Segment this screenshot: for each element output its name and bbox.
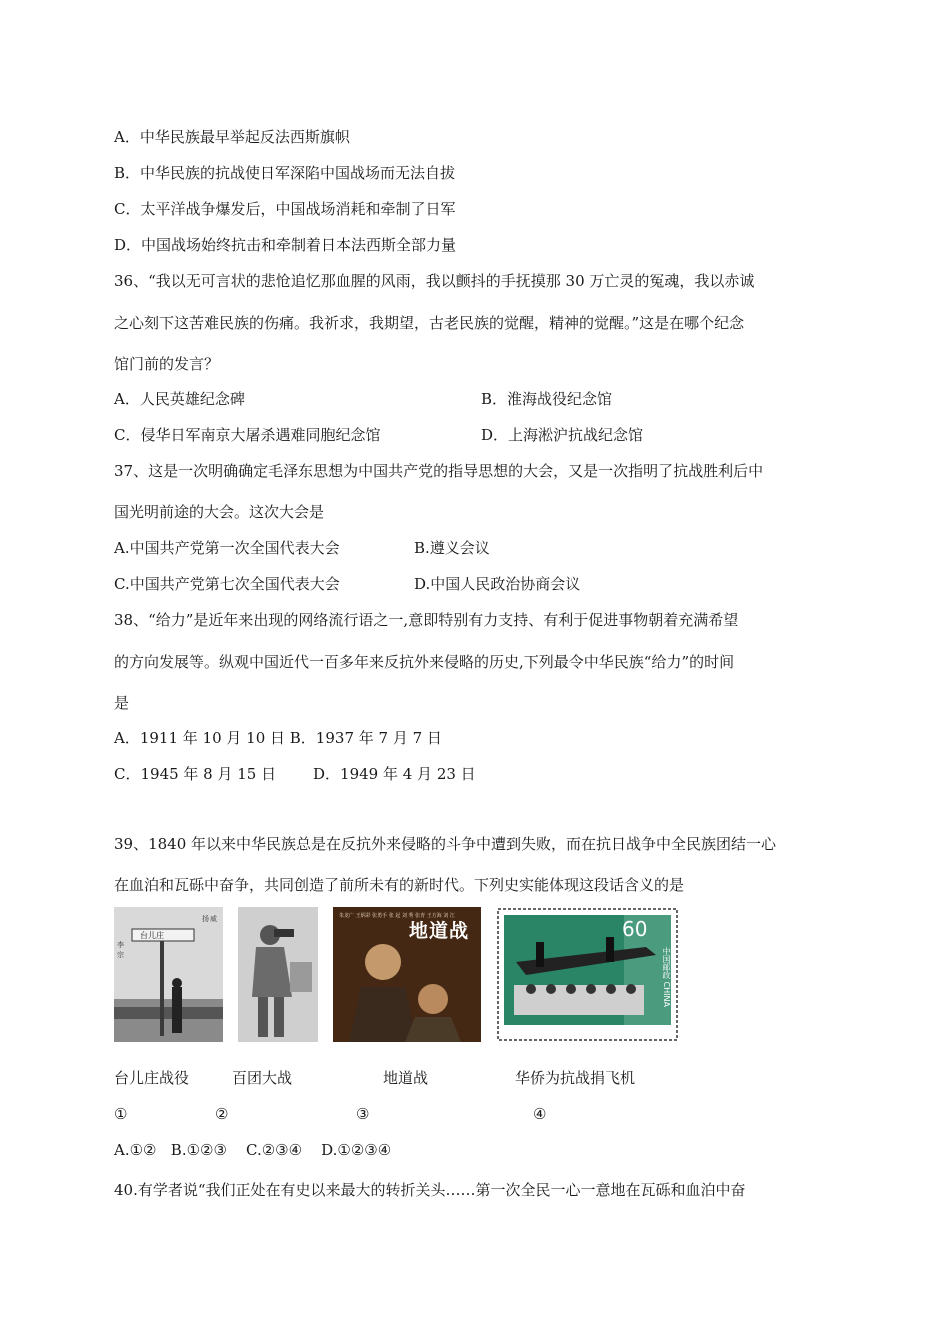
q36-option-d: D．上海淞沪抗战纪念馆	[481, 426, 644, 444]
q36-stem-line3: 馆门前的发言？	[114, 355, 220, 373]
svg-text:朱龙广 王炳彩 张勇手 张 起 刘 秀 张青 王方海 刘 江: 朱龙广 王炳彩 张勇手 张 起 刘 秀 张青 王方海 刘 江	[339, 913, 455, 919]
svg-text:威: 威	[210, 915, 217, 923]
q35-option-b: B．中华民族的抗战使日军深陷中国战场而无法自拔	[114, 164, 456, 182]
marker-3: ③	[356, 1105, 370, 1123]
q36-option-b: B．淮海战役纪念馆	[481, 390, 613, 408]
hundred-regiments-photo	[238, 907, 318, 1042]
q38-stem-line1: 38、“给力”是近年来出现的网络流行语之一,意即特别有力支持、有利于促进事物朝着充满希望	[114, 611, 739, 629]
q38-option-ab: A．1911 年 10 月 10 日 B．1937 年 7 月 7 日	[114, 729, 442, 747]
svg-text:宗: 宗	[117, 951, 124, 959]
tunnel-war-poster	[333, 907, 481, 1042]
caption-taierzhuang: 台儿庄战役	[114, 1069, 190, 1087]
q39-stem-line2: 在血泊和瓦砾中奋争，共同创造了前所未有的新时代。下列史实能体现这段话含义的是	[114, 876, 685, 894]
q39-stem-line1: 39、1840 年以来中华民族总是在反抗外来侵略的斗争中遭到失败，而在抗日战争中全民族团结一心	[114, 835, 777, 853]
q36-option-c: C．侵华日军南京大屠杀遇难同胞纪念馆	[114, 426, 381, 444]
marker-2: ②	[215, 1105, 229, 1123]
q37-option-c: C.中国共产党第七次全国代表大会	[114, 575, 340, 593]
stamp-value: 60	[622, 917, 648, 941]
q35-option-a: A．中华民族最早举起反法西斯旗帜	[114, 128, 350, 146]
taierzhuang-battle-photo	[114, 907, 223, 1042]
q36-option-a: A．人民英雄纪念碑	[114, 390, 245, 408]
stamp-country: 中国邮政 CHINA	[662, 947, 671, 1007]
q37-option-a: A.中国共产党第一次全国代表大会	[114, 539, 340, 557]
caption-overseas-chinese: 华侨为抗战捐飞机	[515, 1069, 636, 1087]
caption-hundred-regiments: 百团大战	[232, 1069, 293, 1087]
q35-option-d: D．中国战场始终抗击和牵制着日本法西斯全部力量	[114, 236, 457, 254]
q37-stem-line2: 国光明前途的大会。这次大会是	[114, 503, 325, 521]
photo1-sign-text: 台儿庄	[140, 931, 164, 940]
q37-option-d: D.中国人民政治协商会议	[414, 575, 581, 593]
tunnel-war-title: 地道战	[409, 920, 470, 942]
overseas-chinese-plane-stamp	[496, 907, 679, 1042]
q40-stem-line1: 40.有学者说“我们正处在有史以来最大的转折关头……第一次全民一心一意地在瓦砾和血泊中奋	[114, 1181, 746, 1199]
q36-stem-line2: 之心刻下这苦难民族的伤痛。我祈求，我期望，古老民族的觉醒，精神的觉醒。”这是在哪个纪念	[114, 314, 745, 332]
caption-tunnel-war: 地道战	[383, 1069, 429, 1087]
q39-options: A.①② B.①②③ C.②③④ D.①②③④	[114, 1141, 392, 1159]
marker-4: ④	[533, 1105, 547, 1123]
q37-option-b: B.遵义会议	[414, 539, 490, 557]
q38-stem-line3: 是	[114, 694, 130, 712]
q38-option-c: C．1945 年 8 月 15 日	[114, 765, 277, 783]
q37-stem-line1: 37、这是一次明确确定毛泽东思想为中国共产党的指导思想的大会，又是一次指明了抗战胜利后中	[114, 462, 764, 480]
q35-option-c: C．太平洋战争爆发后，中国战场消耗和牵制了日军	[114, 200, 456, 218]
svg-text:李: 李	[117, 941, 124, 949]
q38-option-d: D．1949 年 4 月 23 日	[313, 765, 476, 783]
marker-1: ①	[114, 1105, 128, 1123]
q38-stem-line2: 的方向发展等。纵观中国近代一百多年来反抗外来侵略的历史,下列最令中华民族“给力”的时间	[114, 653, 735, 671]
q36-stem-line1: 36、“我以无可言状的悲怆追忆那血腥的风雨，我以颤抖的手抚摸那 30 万亡灵的冤魂，我以赤诚	[114, 272, 755, 290]
svg-text:扬: 扬	[202, 915, 209, 923]
